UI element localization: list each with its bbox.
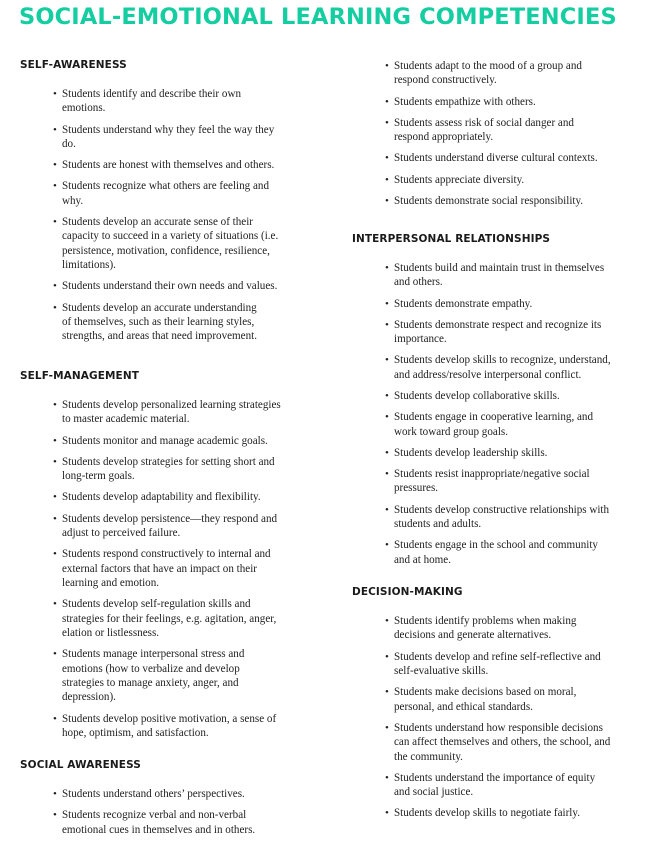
list-item — [352, 503, 611, 532]
list-item-text: • Students develop collaborative skills. — [394, 390, 560, 403]
bullet-list — [20, 787, 255, 837]
list-item — [352, 389, 611, 403]
list-item-text: and address/resolve interpersonal conflict. — [394, 368, 582, 381]
list-item-text: • Students resist inappropriate/negative social — [394, 468, 590, 481]
list-item — [20, 215, 278, 273]
list-item-text: • Students identify problems when making — [394, 615, 577, 627]
list-item-text: work toward group goals. — [394, 425, 508, 438]
list-item-text: the community. — [394, 750, 463, 763]
list-item-text: strengths, and areas that need improvement. — [62, 330, 258, 343]
list-item-text: do. — [62, 138, 76, 151]
list-item-text: • Students develop constructive relationships with — [394, 503, 610, 516]
list-item — [20, 647, 281, 705]
section-interpersonal-relationships — [352, 233, 611, 574]
list-item — [352, 116, 598, 145]
list-item — [20, 547, 281, 590]
list-item-text: why. — [62, 194, 84, 207]
list-item — [352, 538, 611, 567]
list-item-text: and at home. — [394, 553, 451, 566]
list-item-text: • Students appreciate diversity. — [394, 173, 525, 186]
list-item-text: • Students adapt to the mood of a group and — [394, 60, 582, 72]
list-item-text: • Students develop an accurate sense of their — [62, 216, 253, 229]
list-item-text: respond constructively. — [394, 74, 497, 87]
list-item-text: depression). — [62, 691, 116, 704]
list-item — [352, 771, 610, 800]
section-social-awareness — [20, 759, 255, 844]
section-decision-making — [352, 586, 610, 828]
list-item-text: • Students develop self-regulation skills and — [62, 598, 251, 611]
list-item-text: to master academic material. — [62, 413, 190, 426]
list-item-text: • Students understand why they feel the way they — [62, 123, 275, 136]
list-item — [20, 179, 278, 208]
list-item-text: • Students develop persistence—they respond and — [62, 512, 278, 525]
list-item-text: emotions (how to verbalize and develop — [62, 662, 240, 675]
list-item-text: • Students demonstrate social responsibility. — [394, 194, 584, 207]
list-item — [20, 87, 278, 116]
list-item — [352, 467, 611, 496]
list-item-text: • Students develop an accurate understanding — [62, 301, 257, 314]
list-item — [20, 434, 281, 448]
list-item-text: • Students manage interpersonal stress and — [62, 648, 245, 661]
list-item-text: • Students engage in cooperative learning, and — [394, 411, 594, 424]
list-item-text: • Students develop and refine self-reflective and — [394, 650, 601, 663]
list-item — [20, 123, 278, 152]
list-item — [20, 490, 281, 504]
list-item — [352, 194, 598, 208]
list-item — [20, 279, 278, 293]
list-item-text: • Students understand their own needs and values. — [62, 280, 278, 293]
list-item-text: • Students identify and describe their own — [62, 88, 242, 100]
list-item-text: • Students understand others’ perspectives. — [62, 788, 245, 800]
section-heading: SELF-MANAGEMENT — [20, 370, 139, 382]
list-item — [352, 353, 611, 382]
list-item — [352, 685, 610, 714]
list-item — [352, 297, 611, 311]
list-item-text: learning and emotion. — [62, 577, 160, 590]
list-item — [20, 512, 281, 541]
list-item-text: • Students understand how responsible decisions — [394, 721, 603, 734]
section-self-management — [20, 370, 281, 747]
list-item — [20, 158, 278, 172]
list-item-text: • Students develop skills to negotiate fairly. — [394, 807, 580, 820]
list-item — [20, 398, 281, 427]
list-item — [352, 261, 611, 290]
list-item-text: students and adults. — [394, 518, 482, 531]
list-item-text: respond appropriately. — [394, 131, 494, 144]
list-item-text: adjust to perceived failure. — [62, 527, 181, 540]
list-item-text: • Students are honest with themselves and others. — [62, 159, 275, 172]
section-heading: SOCIAL AWARENESS — [20, 759, 141, 771]
list-item-text: • Students monitor and manage academic goals. — [62, 434, 268, 447]
list-item-text: long-term goals. — [62, 470, 135, 483]
page-title: SOCIAL-EMOTIONAL LEARNING COMPETENCIES — [19, 4, 617, 30]
bullet-list — [352, 59, 598, 208]
list-item — [352, 318, 611, 347]
list-item-text: strategies to manage anxiety, anger, and — [62, 677, 239, 690]
list-item — [20, 597, 281, 640]
bullet-list — [20, 398, 281, 741]
list-item-text: • Students assess risk of social danger and — [394, 116, 574, 129]
list-item — [20, 808, 255, 837]
list-item — [352, 59, 598, 88]
list-item — [20, 301, 278, 344]
section-heading: DECISION-MAKING — [352, 586, 463, 598]
list-item-text: • Students build and maintain trust in themselves — [394, 262, 605, 274]
list-item — [20, 712, 281, 741]
list-item-text: can affect themselves and others, the school, and — [394, 736, 611, 749]
list-item — [352, 410, 611, 439]
list-item-text: • Students develop adaptability and flexibility. — [62, 491, 261, 504]
list-item-text: • Students understand diverse cultural contexts. — [394, 152, 598, 165]
list-item-text: • Students understand the importance of equity — [394, 771, 596, 784]
list-item — [352, 806, 610, 820]
list-item-text: importance. — [394, 333, 447, 346]
list-item-text: • Students develop positive motivation, a sense of — [62, 712, 277, 725]
list-item-text: decisions and generate alternatives. — [394, 629, 552, 642]
list-item-text: • Students recognize verbal and non-verbal — [62, 809, 247, 822]
section-social-awareness-continued — [352, 59, 598, 215]
bullet-list — [20, 87, 278, 344]
list-item — [20, 455, 281, 484]
list-item-text: • Students respond constructively to internal and — [62, 548, 271, 561]
list-item-text: • Students engage in the school and community — [394, 539, 598, 552]
list-item — [352, 95, 598, 109]
section-heading: SELF-AWARENESS — [20, 59, 127, 71]
list-item-text: strategies for their feelings, e.g. agitation, anger, — [62, 612, 277, 625]
list-item-text: • Students demonstrate empathy. — [394, 297, 533, 310]
list-item — [352, 721, 610, 764]
list-item-text: • Students develop leadership skills. — [394, 446, 548, 459]
list-item — [352, 614, 610, 643]
list-item-text: hope, optimism, and satisfaction. — [62, 727, 209, 740]
list-item-text: capacity to succeed in a variety of situations (i.e. — [62, 230, 279, 243]
list-item — [20, 787, 255, 801]
list-item-text: emotions. — [62, 102, 106, 115]
bullet-list — [352, 261, 611, 567]
section-heading: INTERPERSONAL RELATIONSHIPS — [352, 233, 551, 245]
list-item-text: elation or listlessness. — [62, 627, 160, 640]
list-item — [352, 650, 610, 679]
list-item-text: pressures. — [394, 482, 439, 495]
list-item-text: self-evaluative skills. — [394, 665, 489, 678]
list-item-text: personal, and ethical standards. — [394, 700, 533, 713]
list-item — [352, 446, 611, 460]
list-item-text: persistence, motivation, confidence, resilience, — [62, 244, 270, 257]
list-item-text: • Students recognize what others are feeling and — [62, 180, 270, 193]
list-item-text: • Students develop skills to recognize, understand, — [394, 354, 611, 367]
list-item — [352, 173, 598, 187]
list-item-text: and others. — [394, 276, 443, 289]
list-item-text: and social justice. — [394, 786, 474, 799]
section-self-awareness — [20, 59, 278, 351]
list-item-text: emotional cues in themselves and in others. — [62, 823, 256, 836]
list-item-text: • Students develop strategies for setting short and — [62, 455, 275, 468]
list-item-text: of themselves, such as their learning styles, — [62, 316, 255, 329]
list-item-text: • Students demonstrate respect and recognize its — [394, 318, 602, 331]
bullet-list — [352, 614, 610, 821]
list-item-text: limitations). — [62, 259, 116, 272]
list-item-text: • Students empathize with others. — [394, 95, 536, 108]
list-item-text: external factors that have an impact on their — [62, 562, 257, 575]
list-item — [352, 151, 598, 165]
list-item-text: • Students make decisions based on moral, — [394, 686, 577, 699]
list-item-text: • Students develop personalized learning strategies — [62, 399, 281, 411]
